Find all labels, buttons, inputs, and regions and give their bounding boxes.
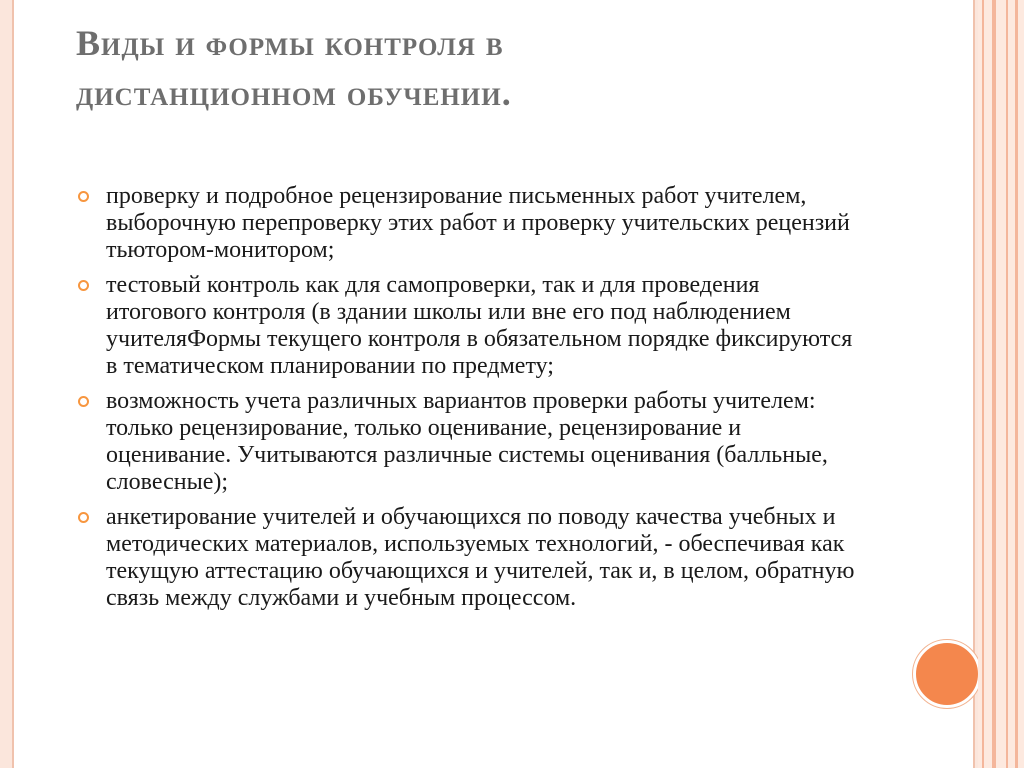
title-line-2: дистанционном обучении. bbox=[76, 73, 512, 113]
bullet-list bbox=[76, 183, 866, 620]
bullet-ring-icon bbox=[78, 512, 89, 523]
stripe-line bbox=[1015, 0, 1018, 768]
slide-canvas bbox=[12, 0, 975, 768]
stripe-line bbox=[1006, 0, 1008, 768]
decorative-circle-icon bbox=[913, 640, 981, 708]
bullet-text: возможность учета различных вариантов проверки работы учителем: только рецензирование, только оценивание, рецензирование и оценивание. Учитываются различные системы оценивания (балльные, словесные); bbox=[106, 388, 828, 495]
bullet-item-3 bbox=[76, 388, 866, 496]
bullet-item-1 bbox=[76, 183, 866, 264]
stripe-line bbox=[992, 0, 996, 768]
bullet-text: тестовый контроль как для самопроверки, так и для проведения итогового контроля (в здании школы или вне его под наблюдением учителяФормы текущего контроля в обязательном порядке фиксируются в тематическом планировании по предмету; bbox=[106, 272, 853, 379]
bullet-item-4 bbox=[76, 504, 866, 612]
slide-title bbox=[76, 18, 776, 118]
bullet-text: анкетирование учителей и обучающихся по поводу качества учебных и методических материалов, используемых технологий, - обеспечивая как текущую аттестацию обучающихся и учителей, так и, в целом, обратную связь между службами и учебным процессом. bbox=[106, 504, 855, 611]
bullet-ring-icon bbox=[78, 396, 89, 407]
title-line-1: Виды и формы контроля в bbox=[76, 23, 504, 63]
stripe-line bbox=[982, 0, 984, 768]
bullet-ring-icon bbox=[78, 280, 89, 291]
bullet-text: проверку и подробное рецензирование письменных работ учителем, выборочную перепроверку этих работ и проверку учительских рецензий тьютором-монитором; bbox=[106, 183, 850, 263]
bullet-ring-icon bbox=[78, 191, 89, 202]
decorative-stripes bbox=[978, 0, 1024, 768]
bullet-item-2 bbox=[76, 272, 866, 380]
